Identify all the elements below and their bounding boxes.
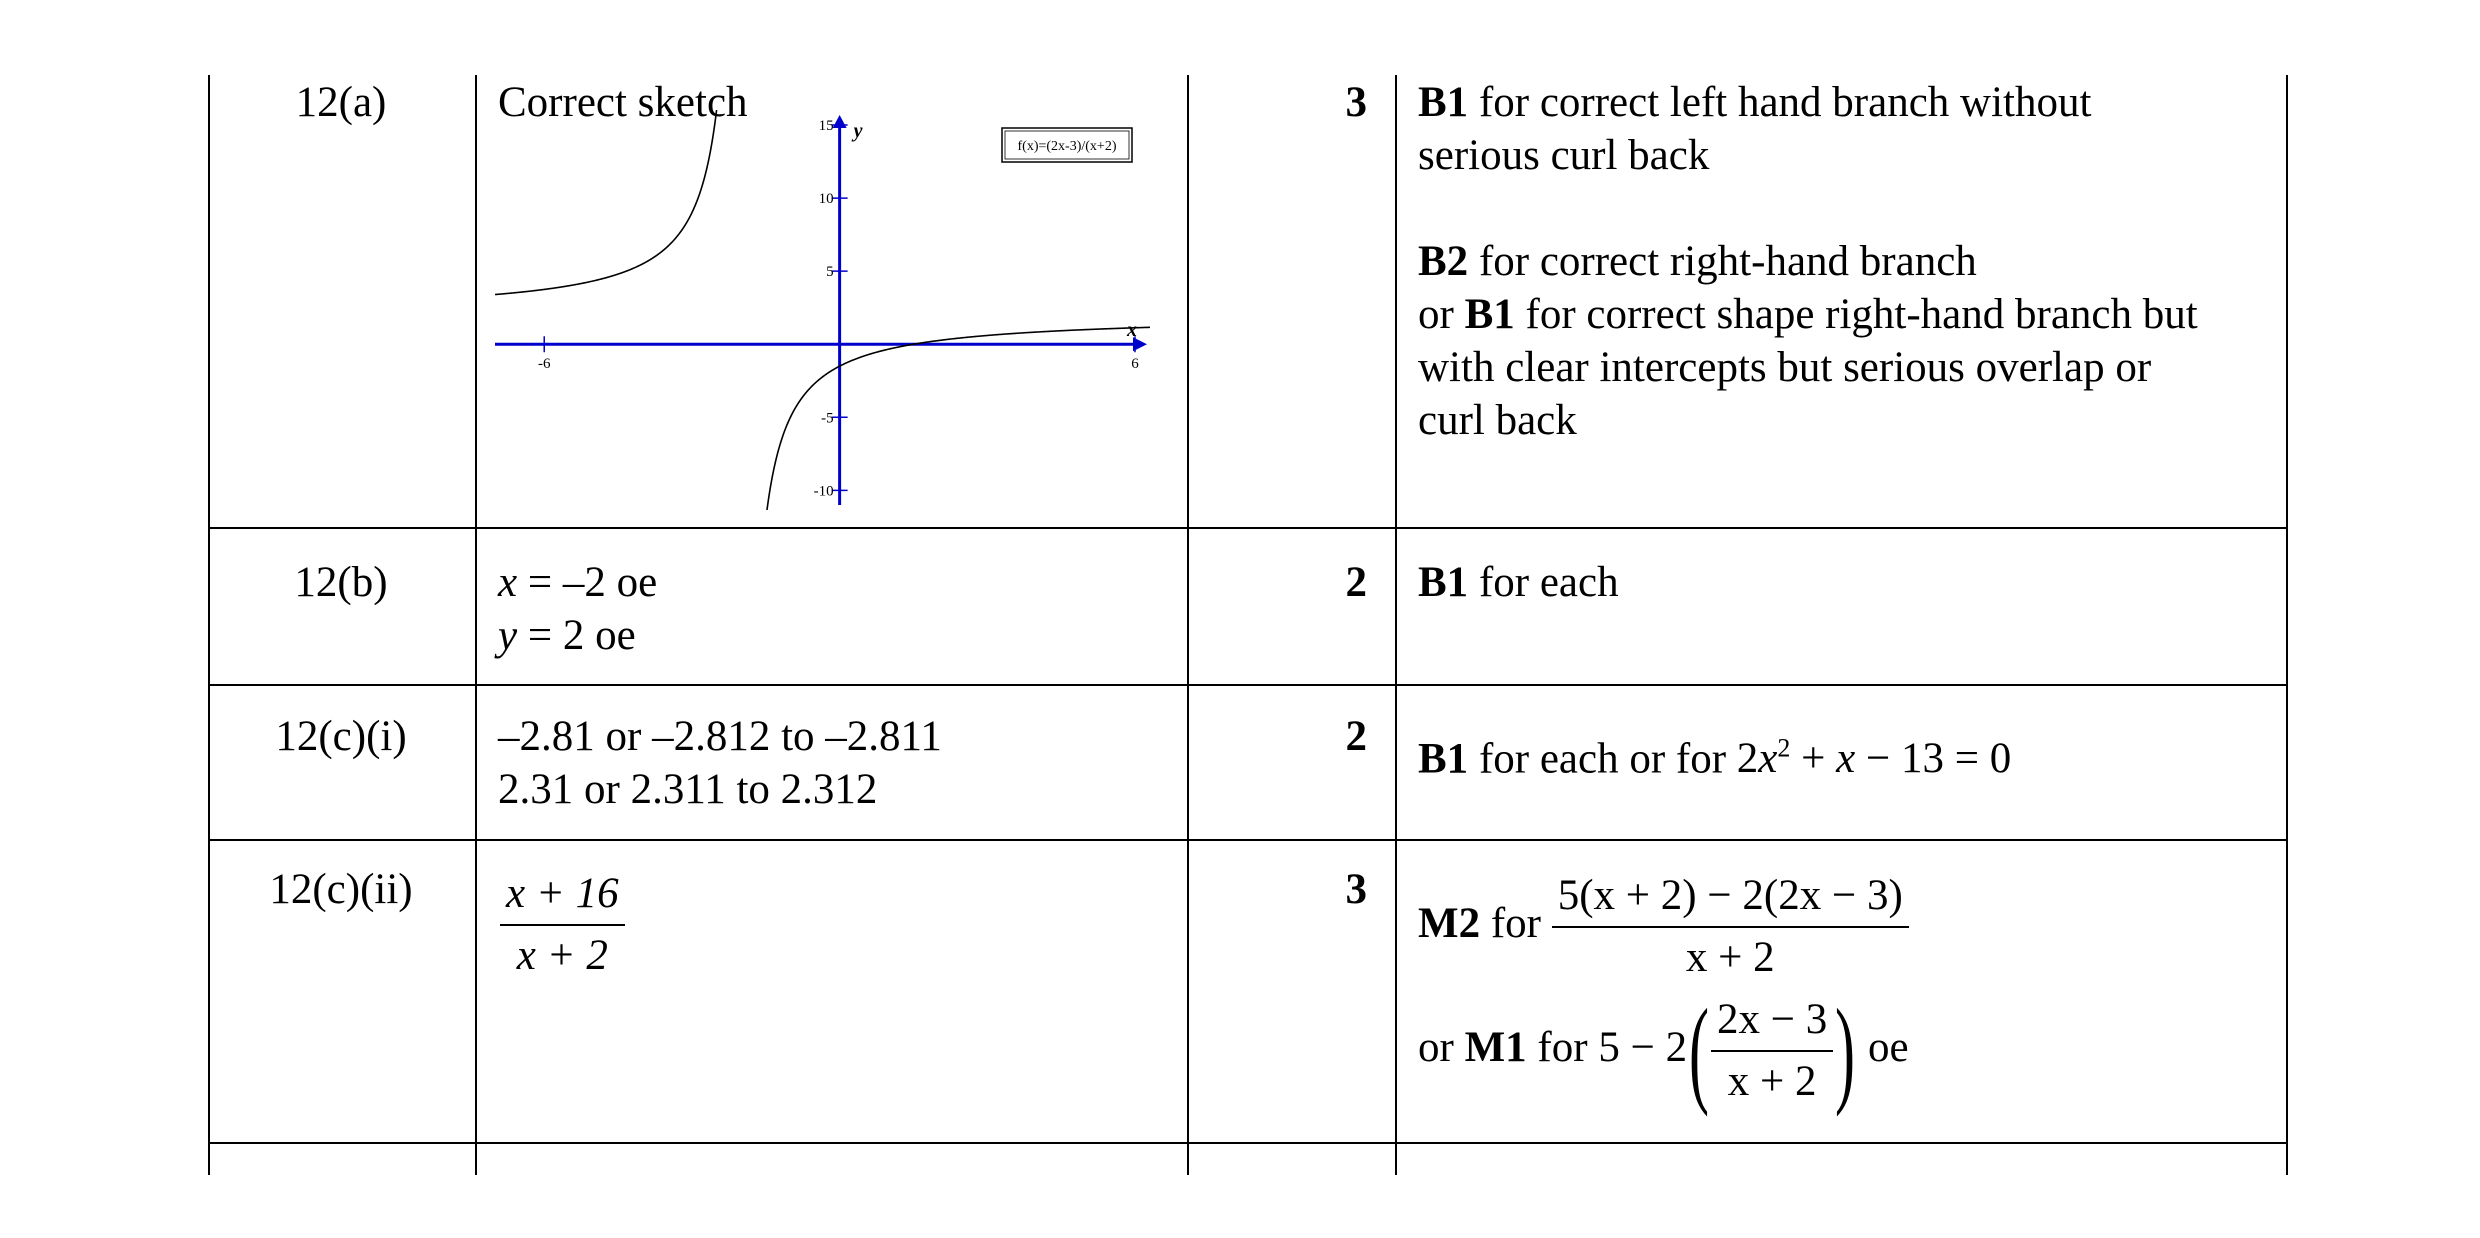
mark-value: 2 bbox=[1345, 559, 1367, 606]
y-axis-label: y bbox=[853, 120, 863, 142]
y-tick-label: -5 bbox=[821, 410, 834, 427]
question-number: 12(c)(ii) bbox=[269, 866, 413, 913]
answer-fraction bbox=[500, 864, 625, 986]
math-var: y bbox=[498, 612, 518, 659]
note-code: B1 bbox=[1418, 79, 1469, 126]
note-text: for each bbox=[1468, 559, 1619, 606]
note-text: for each or for bbox=[1468, 735, 1737, 783]
question-number: 12(b) bbox=[294, 559, 388, 606]
fraction-denominator: x + 2 bbox=[516, 932, 608, 979]
note-code: M2 bbox=[1418, 899, 1481, 947]
answer-text: 2.31 or 2.311 to 2.312 bbox=[498, 766, 878, 813]
note-text: curl back bbox=[1418, 397, 1577, 444]
mark-value: 3 bbox=[1345, 866, 1367, 913]
function-graph bbox=[490, 110, 1150, 510]
note-text: oe bbox=[1857, 1023, 1909, 1071]
note-code: B1 bbox=[1464, 291, 1515, 338]
left-paren: ( bbox=[1689, 984, 1710, 1117]
answer-text: = –2 oe bbox=[517, 559, 658, 606]
row-divider-1 bbox=[208, 527, 2288, 529]
x-tick-label: 6 bbox=[1131, 356, 1139, 373]
question-number: 12(a) bbox=[295, 79, 387, 126]
y-axis-arrow bbox=[833, 115, 847, 128]
table-border-right bbox=[2286, 75, 2288, 1175]
note-text: or bbox=[1418, 291, 1465, 338]
note-code: B1 bbox=[1418, 559, 1469, 606]
fraction-numerator: 5(x + 2) − 2(2x − 3) bbox=[1552, 866, 1909, 928]
note-code: B1 bbox=[1418, 735, 1469, 783]
notes-12ci bbox=[1418, 722, 2011, 785]
note-text: for bbox=[1480, 899, 1552, 947]
table-border-col2 bbox=[475, 75, 477, 1175]
answer-12ci bbox=[498, 710, 942, 816]
table-border-left bbox=[208, 75, 210, 1175]
answer-text: –2.81 or –2.812 to –2.811 bbox=[498, 713, 942, 760]
table-border-col3 bbox=[1187, 75, 1189, 1175]
notes-12b bbox=[1418, 556, 1619, 609]
mark-value: 2 bbox=[1345, 713, 1367, 760]
answer-12b bbox=[498, 556, 657, 662]
fraction-denominator: x + 2 bbox=[1685, 934, 1775, 981]
note-text: for correct left hand branch without bbox=[1468, 79, 2092, 126]
y-tick-label: 5 bbox=[826, 264, 834, 281]
fraction-denominator: x + 2 bbox=[1727, 1058, 1817, 1105]
note-code: M1 bbox=[1464, 1023, 1527, 1071]
answer-text: = 2 oe bbox=[517, 612, 636, 659]
note-text: for correct right-hand branch bbox=[1468, 238, 1977, 285]
curve-left-branch bbox=[495, 110, 718, 295]
row-divider-2 bbox=[208, 684, 2288, 686]
fraction-numerator: x + 16 bbox=[500, 864, 625, 926]
y-tick-label: -10 bbox=[813, 483, 834, 500]
row-divider-3 bbox=[208, 839, 2288, 841]
y-tick-label: 15 bbox=[818, 118, 834, 134]
answer-text: Correct sketch bbox=[498, 79, 748, 126]
y-tick-label: 10 bbox=[818, 191, 834, 208]
note-text: for bbox=[1526, 1023, 1599, 1071]
equation: $2x^2 + x - 13 = 0$ bbox=[1736, 734, 2012, 783]
table-border-col4 bbox=[1395, 75, 1397, 1175]
notes-12a bbox=[1418, 76, 2278, 447]
x-axis-label: x bbox=[1127, 319, 1137, 342]
notes-12cii-m1 bbox=[1418, 984, 1909, 1117]
note-text: for correct shape right-hand branch but bbox=[1514, 291, 2198, 338]
note-text: with clear intercepts but serious overlap or bbox=[1418, 344, 2152, 391]
row-divider-4 bbox=[208, 1142, 2288, 1144]
right-paren: ) bbox=[1835, 984, 1856, 1117]
expression-prefix: 5 − 2 bbox=[1598, 1023, 1688, 1071]
math-var: x bbox=[498, 559, 518, 606]
note-text: or bbox=[1418, 1023, 1465, 1071]
mark-value: 3 bbox=[1345, 79, 1367, 126]
question-number: 12(c)(i) bbox=[275, 713, 407, 760]
legend-label: f(x)=(2x-3)/(x+2) bbox=[1017, 139, 1117, 154]
fraction-numerator: 2x − 3 bbox=[1711, 990, 1833, 1052]
note-text: serious curl back bbox=[1418, 132, 1710, 179]
note-code: B2 bbox=[1418, 238, 1469, 285]
x-tick-label: -6 bbox=[537, 356, 551, 373]
notes-12cii-m2 bbox=[1418, 866, 1909, 988]
